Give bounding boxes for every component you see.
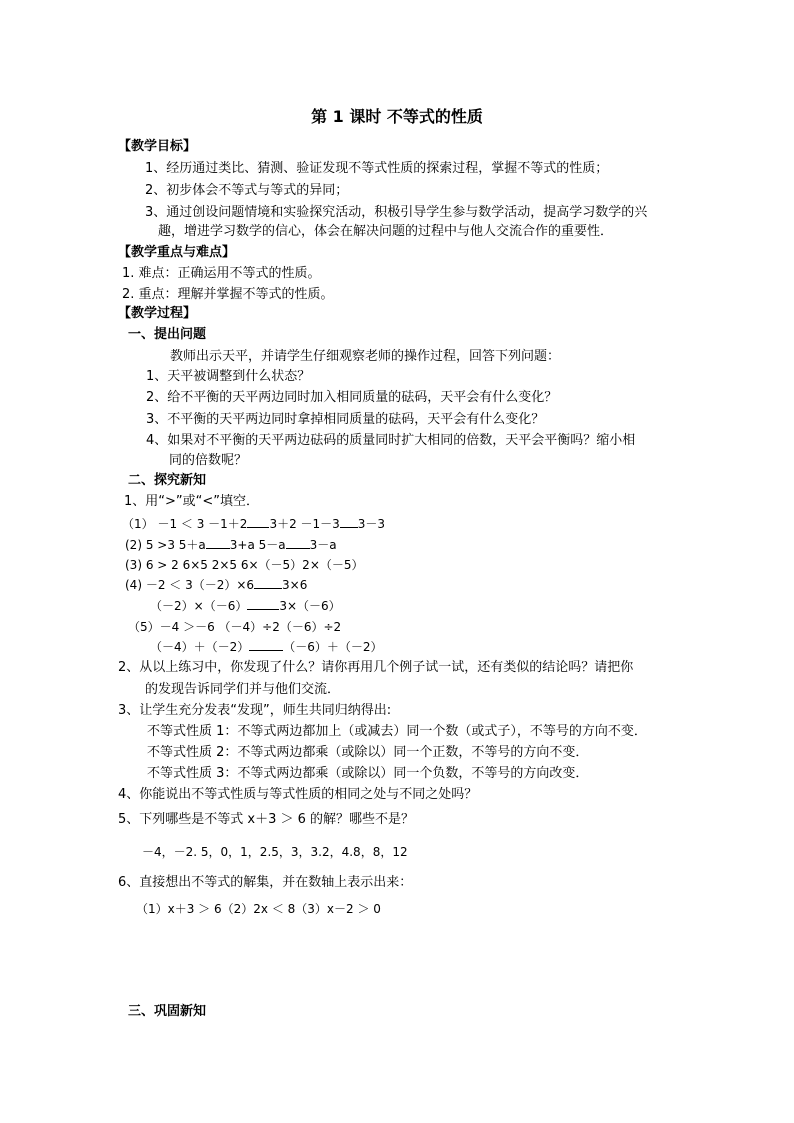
exercise-line-4 [125, 576, 307, 594]
exercise-line-3 [125, 556, 364, 574]
answer-blank[interactable] [249, 638, 283, 651]
question-item: 同的倍数呢？ [169, 453, 248, 468]
exercise-text: （5）－4 ＞－6 （－4）÷2（－6）÷2 [128, 620, 342, 634]
answer-blank[interactable] [286, 536, 310, 549]
exercise-text: 3×6 [282, 578, 308, 592]
objective-item: 1、经历通过类比、猜测、验证发现不等式性质的探索过程，掌握不等式的性质； [145, 161, 609, 176]
answer-blank[interactable] [254, 576, 282, 589]
task2-cont: 的发现告诉同学们并与他们交流． [145, 682, 341, 697]
task1: 1、用“>”或“<”填空． [124, 494, 259, 509]
question-item: 4、如果对不平衡的天平两边砝码的质量同时扩大相同的倍数，天平会平衡吗？缩小相 [146, 433, 636, 448]
task6-items: （1）x＋3 ＞ 6（2）2x ＜ 8（3）x－2 ＞ 0 [136, 902, 381, 916]
part3-heading: 三、巩固新知 [128, 1004, 207, 1019]
exercise-line-7 [150, 638, 383, 656]
key-points-heading: 【教学重点与难点】 [118, 245, 236, 260]
task6: 6、直接想出不等式的解集，并在数轴上表示出来： [118, 875, 413, 890]
exercise-line-5 [150, 597, 341, 615]
exercise-text: 3－3 [357, 517, 386, 531]
objective-item: 3、通过创设问题情境和实验探究活动，积极引导学生参与数学活动，提高学习数学的兴 [145, 205, 648, 220]
property-2: 不等式性质 2：不等式两边都乘（或除以）同一个正数，不等号的方向不变． [147, 745, 589, 760]
answer-blank[interactable] [340, 515, 358, 528]
objectives-heading: 【教学目标】 [118, 139, 197, 154]
page-title: 第 1 课时 不等式的性质 [311, 107, 483, 126]
part1-heading: 一、提出问题 [128, 327, 207, 342]
property-1: 不等式性质 1：不等式两边都加上（或减去）同一个数（或式子），不等号的方向不变． [147, 724, 647, 739]
task5: 5、下列哪些是不等式 x＋3 ＞ 6 的解？哪些不是？ [118, 812, 415, 827]
exercise-text: 3+a 5－a [229, 538, 286, 552]
exercise-text: （－6）＋（－2） [283, 640, 383, 654]
exercise-text: (4) －2 ＜ 3（－2）×6 [125, 578, 255, 592]
exercise-line-6 [128, 618, 341, 636]
key-point-item: 1. 难点：正确运用不等式的性质。 [122, 266, 321, 281]
property-3: 不等式性质 3：不等式两边都乘（或除以）同一个负数，不等号的方向改变． [147, 766, 589, 781]
objective-item: 2、初步体会不等式与等式的异同； [145, 183, 349, 198]
exercise-text: 3＋2 －1－3 [269, 517, 340, 531]
exercise-text: （－2）×（－6） [150, 599, 248, 613]
exercise-text: (3) 6 > 2 6×5 2×5 6×（－5）2×（－5） [125, 558, 364, 572]
task3: 3、让学生充分发表“发现”，师生共同归纳得出: [118, 703, 392, 718]
answer-blank[interactable] [247, 515, 269, 528]
answer-blank[interactable] [247, 597, 279, 610]
part2-heading: 二、探究新知 [128, 473, 207, 488]
exercise-line-2 [125, 536, 337, 554]
question-item: 1、天平被调整到什么状态？ [146, 369, 311, 384]
exercise-text: （－4）＋（－2） [150, 640, 250, 654]
part1-intro: 教师出示天平，并请学生仔细观察老师的操作过程，回答下列问题： [170, 349, 561, 364]
exercise-line-1 [122, 515, 385, 533]
exercise-text: （1） －1 ＜ 3 －1＋2 [122, 517, 248, 531]
objective-item: 趣，增进学习数学的信心，体会在解决问题的过程中与他人交流合作的重要性． [158, 224, 614, 239]
question-item: 3、不平衡的天平两边同时拿掉相同质量的砝码，天平会有什么变化？ [146, 412, 545, 427]
task4: 4、你能说出不等式性质与等式性质的相同之处与不同之处吗？ [118, 787, 478, 802]
exercise-text: 3－a [309, 538, 337, 552]
process-heading: 【教学过程】 [118, 306, 197, 321]
task5-values: －4，－2. 5，0，1，2.5，3，3.2，4.8，8，12 [142, 845, 408, 859]
exercise-text: (2) 5 >3 5＋a [125, 538, 206, 552]
exercise-text: 3×（－6） [279, 599, 341, 613]
question-item: 2、给不平衡的天平两边同时加入相同质量的砝码，天平会有什么变化？ [146, 390, 558, 405]
key-point-item: 2. 重点：理解并掌握不等式的性质。 [122, 287, 334, 302]
answer-blank[interactable] [206, 536, 230, 549]
task2: 2、从以上练习中，你发现了什么？请你再用几个例子试一试，还有类似的结论吗？请把你 [118, 660, 634, 675]
